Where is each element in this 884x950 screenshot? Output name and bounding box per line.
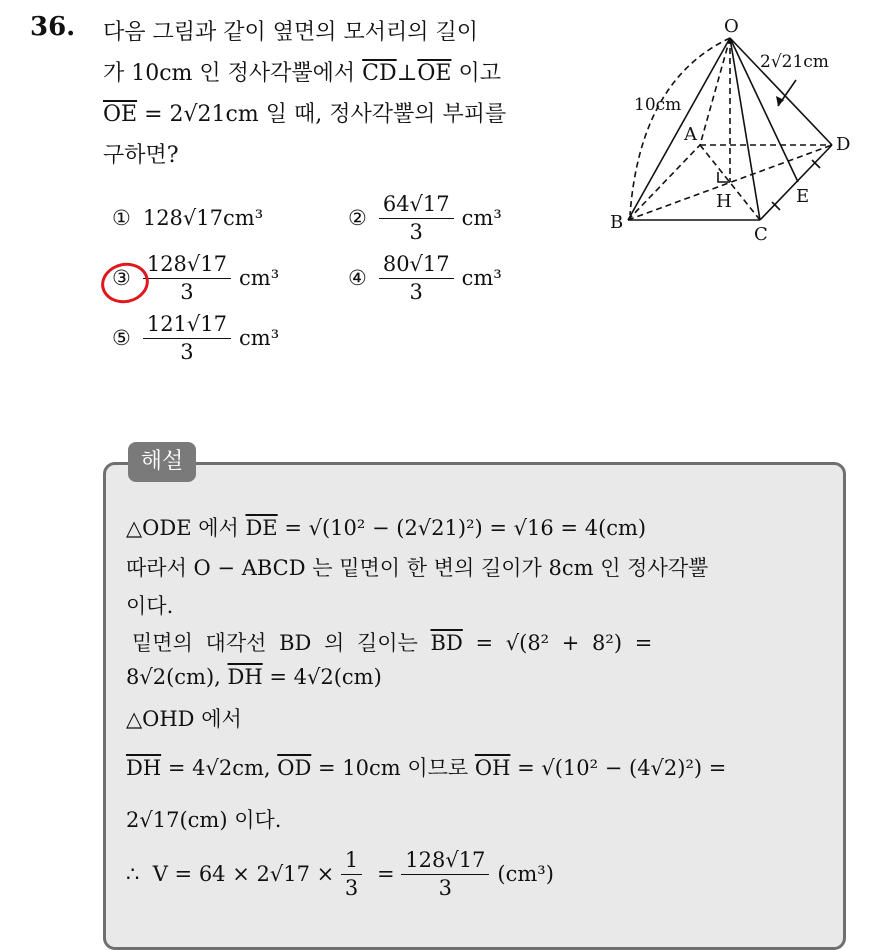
question-line-2: [103, 53, 583, 94]
choice-text: 128√17cm³: [142, 206, 264, 230]
text: 8√2(cm),: [126, 665, 228, 689]
edge-oa: [700, 38, 730, 145]
choice-mark: ②: [348, 206, 367, 230]
question-line-4: 구하면?: [103, 143, 179, 168]
solution-tag: 해설: [128, 442, 196, 482]
solution-line-8: 2√17(cm) 이다.: [126, 808, 282, 832]
solution-line-1: [126, 512, 826, 542]
label-d: D: [836, 134, 851, 155]
choice-mark: ④: [348, 266, 367, 290]
segment-de: $\overline{DE}$: [245, 516, 278, 540]
label-edge-length: 10cm: [634, 95, 682, 115]
text: ∴ V = 64 × 2√17 ×: [126, 862, 341, 886]
text: = √(8² + 8²) =: [462, 631, 653, 655]
edge-cd: [760, 145, 832, 220]
text: = 4√2cm,: [161, 756, 278, 780]
label-a: A: [684, 124, 697, 145]
unit: cm³: [239, 326, 280, 350]
text: △ODE 에서: [126, 516, 246, 540]
text: 가 10cm 인 정사각뿔에서: [103, 61, 363, 86]
perp-symbol: ⊥: [396, 61, 418, 86]
numerator: 128√17: [401, 848, 489, 875]
numerator: 128√17: [143, 252, 231, 279]
segment-oh: $\overline{OH}$: [474, 756, 511, 780]
choice-2[interactable]: [348, 192, 502, 244]
choice-mark: ①: [112, 206, 131, 230]
unit: cm³: [461, 206, 502, 230]
segment-dh: $\overline{DH}$: [227, 665, 263, 689]
segment-dh: $\overline{DH}$: [126, 756, 162, 780]
text: = 2√21cm 일 때, 정사각뿔의 부피를: [137, 102, 507, 127]
question-line-1: 다음 그림과 같이 옆면의 모서리의 길이: [103, 20, 478, 45]
text: 이고: [451, 61, 501, 86]
label-o: O: [724, 16, 739, 37]
numerator: 64√17: [379, 192, 454, 219]
pyramid-figure: [600, 10, 870, 250]
segment-cd: $\overline{CD}$: [362, 61, 397, 86]
denominator: 3: [180, 280, 194, 304]
solution-line-4: [132, 627, 832, 657]
solution-line-6: △OHD 에서: [126, 707, 242, 731]
solution-line-3: 이다.: [126, 594, 174, 618]
label-b: B: [610, 212, 624, 233]
label-h: H: [716, 191, 732, 212]
segment-oe-2: $\overline{OE}$: [103, 102, 138, 127]
denominator: 3: [438, 876, 453, 900]
denominator: 3: [409, 280, 423, 304]
fraction-volume: [401, 848, 489, 900]
solution-line-9: [126, 848, 826, 900]
solution-line-2: 따라서 O − ABCD 는 밑면이 한 변의 길이가 8cm 인 정사각뿔: [126, 556, 709, 580]
numerator: 121√17: [143, 312, 231, 339]
label-e: E: [796, 186, 810, 207]
choice-4[interactable]: [348, 252, 502, 304]
text: 밑면의 대각선 BD 의 길이는: [132, 631, 431, 655]
solution-line-5: [126, 665, 826, 689]
numerator: 1: [341, 848, 362, 875]
question-number: 36.: [30, 12, 76, 42]
edge-ob: [628, 38, 730, 220]
choice-mark: ⑤: [112, 326, 131, 350]
denominator: 3: [344, 876, 359, 900]
text: = √(10² − (2√21)²) = √16 = 4(cm): [277, 516, 647, 540]
fraction-one-third: [341, 848, 362, 900]
fraction: [379, 252, 454, 304]
denominator: 3: [409, 220, 423, 244]
text: (cm³): [497, 862, 554, 886]
segment-od: $\overline{OD}$: [277, 756, 312, 780]
solution-line-7: [126, 752, 826, 782]
denominator: 3: [180, 340, 194, 364]
segment-bd: $\overline{BD}$: [430, 631, 463, 655]
unit: cm³: [461, 266, 502, 290]
choice-1[interactable]: [112, 206, 263, 230]
label-height: 2√21cm: [760, 52, 829, 72]
question-line-3: [103, 94, 583, 135]
text: = 4√2(cm): [262, 665, 382, 689]
question-text: [103, 12, 583, 176]
label-c: C: [754, 224, 768, 245]
unit: cm³: [239, 266, 280, 290]
choice-mark: ③: [112, 266, 131, 290]
fraction: [379, 192, 454, 244]
text: =: [370, 862, 402, 886]
text: = 10cm 이므로: [311, 756, 475, 780]
choice-5[interactable]: [112, 312, 279, 364]
fraction: [143, 312, 231, 364]
fraction: [143, 252, 231, 304]
numerator: 80√17: [379, 252, 454, 279]
segment-oe: $\overline{OE}$: [417, 61, 452, 86]
text: = √(10² − (4√2)²) =: [510, 756, 727, 780]
